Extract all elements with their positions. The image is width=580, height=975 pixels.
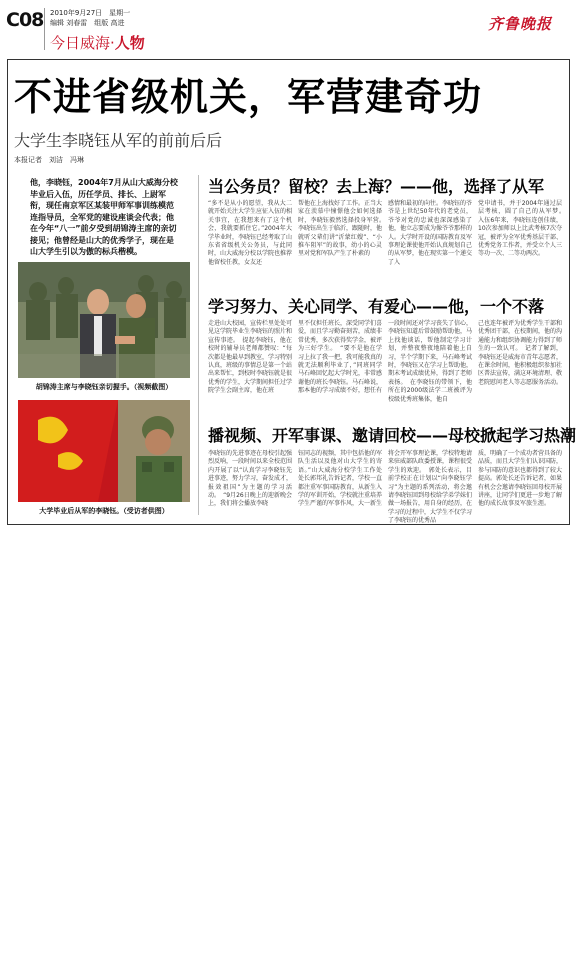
- header-meta: [50, 8, 130, 28]
- column-divider: [198, 175, 199, 515]
- date-line: 2010年9月27日 星期一: [50, 9, 131, 17]
- section2-column4: 己也连年被评为优秀学生干部和优秀团干部，在校期间，他的沟通能力和组织协调能力得到了师生的一致认可。 记者了解到，李晓钰还是威海市青年志愿者，在课余时间，他积极组织参加社区普法宣传，满这环境清理、敬老院慰问老人等志愿服务活动。: [478, 320, 563, 386]
- section1-column3: 感情和最初的向往。李晓钰的爷爷是上世纪50年代的老党员，爷爷对党的忠诚也深深感染了他，他立志要成为像爷爷那样的人。大学时开设的国防教育及军事理论课使他开始认真规划自己的从军梦，他在现实第一个递交了入: [388, 200, 473, 266]
- section1-column2: 帮他在上海找好了工作。正当大家在羡慕中憧憬他会如何选择时，李晓钰毅然选择投身军营。 李晓钰出生于临沂，跟随时，他就听父辈们讲“沂蒙红嫂”、“小推车阻军”的故事，幼小的心灵里对党和军队产生了朴素的: [298, 200, 389, 258]
- lead-paragraph: 他，李晓钰，2004年7月从山大威海分校毕业后入伍，历任学员、排长、上尉军衔，现任南京军区某装甲师军事训练模范连指导员，全军党的建设座谈会代表；他在今年“八一”前夕受到胡锦涛主席的亲切接见；他曾经是山大的优秀学子，现在是山大学生引以为傲的标兵楷模。: [30, 178, 178, 256]
- section3-column2: 钰同志的视频，其中包括他的军队生活以及他对山大学生的寄语。”山大威海分校学生工作处处长郭邦礼告诉记者，学校一直都注重军事国防教育，从新生入学的军训开始，学校就注重培养学生严谨的军事作风，大一新生: [298, 450, 383, 508]
- section1-column4: 党申请书，并于2004年通过层层考核，圆了自己的从军梦。 入伍6年来，李晓钰连创佳绩，10次参加师以上比武考核7次夺冠，被评为全军优秀基层干部、优秀党务工作者，并受立个人三等功一次、二等功两次。: [478, 200, 569, 258]
- section2-column2: 里不仅担任班长，深受同学们喜爱，而且学习勤奋刻苦，成绩非常优秀，多次获得奖学金，被评为三好学生。 “要不是他在学习上拉了我一把，我可能我真的就无法顺利毕业了，”同班同学马石峰回忆起大学时光，非常感谢他的班长李晓钰。马石峰说，那本他的学习成绩不好，想任有: [298, 320, 383, 395]
- section-heading-1: 当公务员？留校？去上海？——他，选择了从军: [208, 177, 545, 196]
- byline: 本报记者 刘洁 冯琳: [14, 156, 84, 164]
- subheadline: 大学生李晓钰从军的前前后后: [14, 131, 223, 150]
- section-heading-3: 播视频、开军事课、邀请回校——母校掀起学习热潮: [208, 426, 577, 445]
- section3-column4: 质，明确了一个成功者营具备的品质，而且大学生们认识国防，参与国防的意识也都得到了较大提高。郭处长还告诉记者，如果有机会会邀请李晓钰回母校开展讲座，让同学们更进一步地了解他的成长故事及军旅生涯。: [478, 450, 563, 508]
- editor-line: 编辑 刘春雷 组版 高进: [50, 19, 125, 27]
- section1-column1: “多不是从小的愿望，我从大二就开始关注大学生应征入伍的相关事宜，在我想来有了这个机会，我就要抓住它。”2004年大学毕业时，李晓钰已经考取了山东省省级机关公务员，与此同时，山大威海分校以学院也推荐他留校任教，女友还: [208, 200, 293, 266]
- section-title: [50, 32, 145, 53]
- section-heading-2: 学习努力、关心同学、有爱心——他，一个不落: [208, 297, 545, 316]
- section3-column3: 将会开军事理论课，学校特地请来驻威部队政委授课，课程很受学生的欢迎。 郭处长表示，目前学校正在计划以“向李晓钰学习”为主题的系列活动，将会邀请李晓钰回到母校给学弟学妹们做一场报告，用自身的经历，在学习的过程中，大学生不仅学习了李晓钰的优秀品: [388, 450, 473, 525]
- section2-column3: 一段时间还对学习丧失了信心，李晓钰知道后常鼓励帮助他，马上找他谈话，帮他制定学习计划，并整夜整夜地陪着他上自习，半个学期下来，马石峰考试时，李晓钰又在学习上帮助他，期末考试成绩优异，得到了老师表扬。 在李晓钰的带领下，他所在的2000级法学二班被评为校级优秀班集体，他自: [388, 320, 473, 403]
- page-code: C08: [6, 9, 44, 31]
- header-divider: [44, 8, 45, 50]
- section-main: 人物: [114, 34, 145, 52]
- photo2-caption: 大学毕业后从军的李晓钰。（受访者供图）: [39, 507, 169, 515]
- soldier-photo: [18, 400, 190, 502]
- photo1-caption: 胡锦涛主席与李晓钰亲切握手。（视频截图）: [35, 383, 173, 391]
- masthead-logo: 齐鲁晚报: [488, 15, 553, 33]
- handshake-photo: [18, 262, 190, 378]
- handshake-photo-art: [18, 262, 190, 378]
- section3-column1: 李晓钰的先进事迹在母校引起强烈反响，一段时间以来全校范围内开展了以“认真学习李晓钰先进事迹，努力学习，奋发成才，报效祖国”为主题的学习活动。 “9月26日晚上的迎新晚会上，我们将会播放李晓: [208, 450, 293, 508]
- soldier-photo-art: [18, 400, 190, 502]
- section-prefix: 今日威海·: [50, 34, 115, 52]
- section2-column1: 走进山大校园，宣传栏里处处可见这学院毕业生李晓钰的照片和宣传事迹。 提起李晓钰，他在校时的辅导员老师都赞叹：“每次都是他最早到教室，学习特别认真，班级的事情总是第一个站出来帮忙，到校时李晓钰就是很优秀的学生，大学期间担任过学院学生会副主席，他在班: [208, 320, 293, 395]
- headline: 不进省级机关，军营建奇功: [14, 75, 483, 119]
